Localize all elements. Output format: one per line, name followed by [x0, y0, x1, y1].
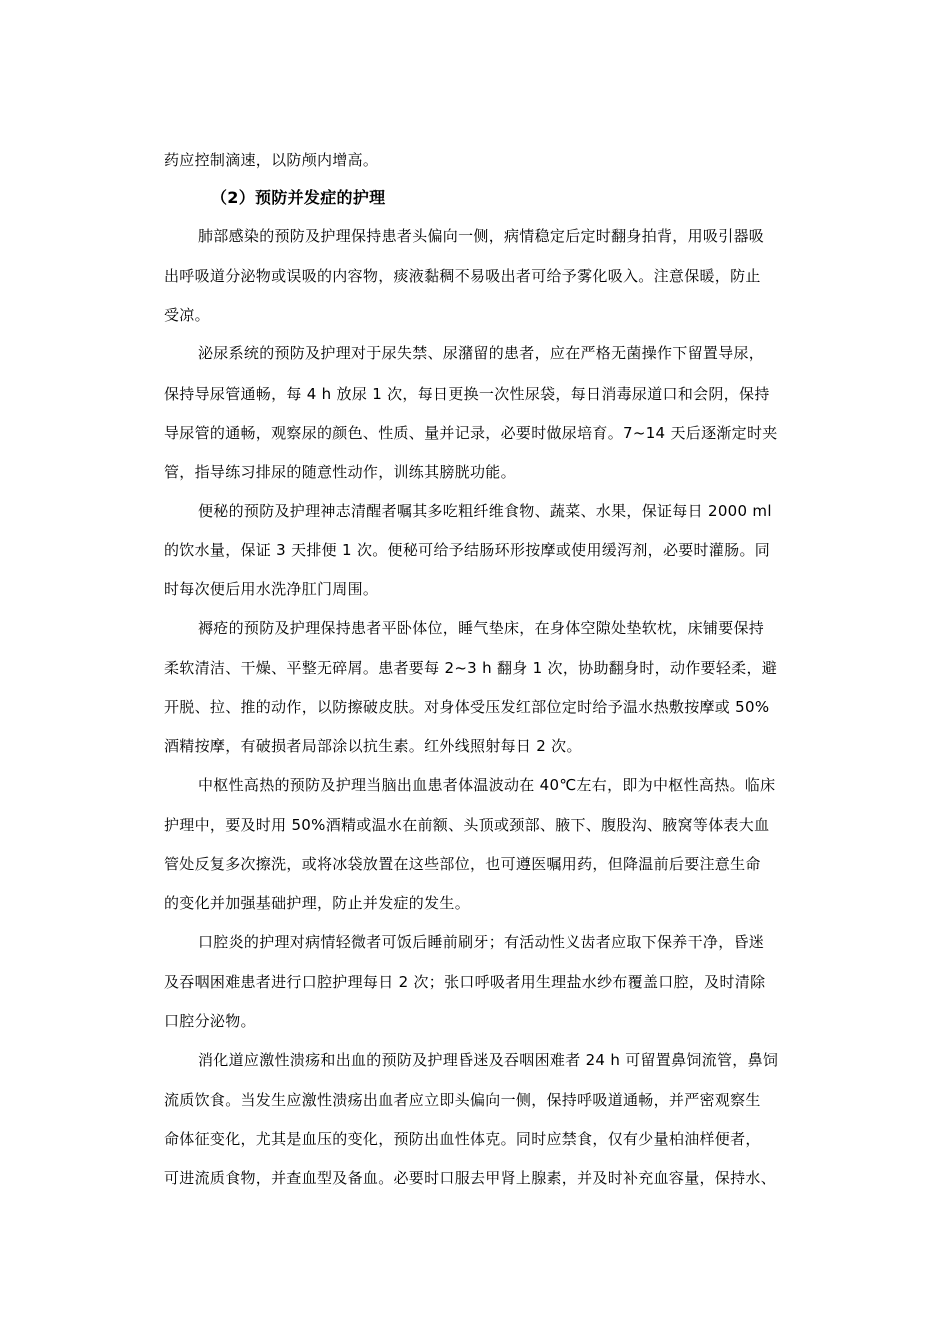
section-heading: （2）预防并发症的护理 — [211, 188, 386, 207]
paragraph-line: 及吞咽困难患者进行口腔护理每日 2 次；张口呼吸者用生理盐水纱布覆盖口腔，及时清除 — [164, 973, 766, 991]
paragraph-line: 开脱、拉、推的动作，以防擦破皮肤。对身体受压发红部位定时给予温水热敷按摩或 50% — [164, 698, 770, 716]
paragraph-line: 导尿管的通畅，观察尿的颜色、性质、量并记录，必要时做尿培育。7~14 天后逐渐定时夹 — [164, 424, 778, 442]
paragraph-line: 可进流质食物，并查血型及备血。必要时口服去甲肾上腺素，并及时补充血容量，保持水、 — [164, 1169, 777, 1187]
paragraph-line: 中枢性高热的预防及护理当脑出血患者体温波动在 40℃左右，即为中枢性高热。临床 — [198, 776, 776, 794]
paragraph-line: 消化道应激性溃疡和出血的预防及护理昏迷及吞咽困难者 24 h 可留置鼻饲流管，鼻饲 — [198, 1051, 779, 1069]
paragraph-line: 保持导尿管通畅，每 4 h 放尿 1 次，每日更换一次性尿袋，每日消毒尿道口和会阴，保持 — [164, 385, 770, 403]
paragraph-line: 出呼吸道分泌物或误吸的内容物，痰液黏稠不易吸出者可给予雾化吸入。注意保暖，防止 — [164, 267, 761, 285]
paragraph-line: 口腔炎的护理对病情轻微者可饭后睡前刷牙；有活动性义齿者应取下保养干净，昏迷 — [198, 933, 765, 951]
paragraph-line: 流质饮食。当发生应激性溃疡出血者应立即头偏向一侧，保持呼吸道通畅，并严密观察生 — [164, 1091, 761, 1109]
paragraph-line: 管处反复多次擦洗，或将冰袋放置在这些部位，也可遵医嘱用药，但降温前后要注意生命 — [164, 855, 761, 873]
paragraph-line: 时每次便后用水洗净肛门周围。 — [164, 580, 379, 598]
paragraph-line: 柔软清洁、干燥、平整无碎屑。患者要每 2~3 h 翻身 1 次，协助翻身时，动作要轻柔，避 — [164, 659, 778, 677]
paragraph-line: 的变化并加强基础护理，防止并发症的发生。 — [164, 894, 471, 912]
paragraph-line: 酒精按摩，有破损者局部涂以抗生素。红外线照射每日 2 次。 — [164, 737, 582, 755]
paragraph-line: 管，指导练习排尿的随意性动作，训练其膀胱功能。 — [164, 463, 516, 481]
paragraph-line: 褥疮的预防及护理保持患者平卧体位，睡气垫床，在身体空隙处垫软枕，床铺要保持 — [198, 619, 765, 637]
paragraph-line: 受凉。 — [164, 306, 210, 324]
paragraph-line: 肺部感染的预防及护理保持患者头偏向一侧，病情稳定后定时翻身拍背，用吸引器吸 — [198, 227, 765, 245]
paragraph-line: 的饮水量，保证 3 天排便 1 次。便秘可给予结肠环形按摩或使用缓泻剂，必要时灌肠。同 — [164, 541, 771, 559]
paragraph-line: 命体征变化，尤其是血压的变化，预防出血性体克。同时应禁食，仅有少量柏油样便者， — [164, 1130, 761, 1148]
intro-line: 药应控制滴速，以防颅内增高。 — [164, 151, 379, 169]
paragraph-line: 便秘的预防及护理神志清醒者嘱其多吃粗纤维食物、蔬菜、水果，保证每日 2000 ml — [198, 502, 772, 520]
paragraph-line: 护理中，要及时用 50%酒精或温水在前额、头顶或颈部、腋下、腹股沟、腋窝等体表大血 — [164, 816, 770, 834]
paragraph-line: 口腔分泌物。 — [164, 1012, 256, 1030]
paragraph-line: 泌尿系统的预防及护理对于尿失禁、尿潴留的患者，应在严格无菌操作下留置导尿， — [198, 344, 765, 362]
